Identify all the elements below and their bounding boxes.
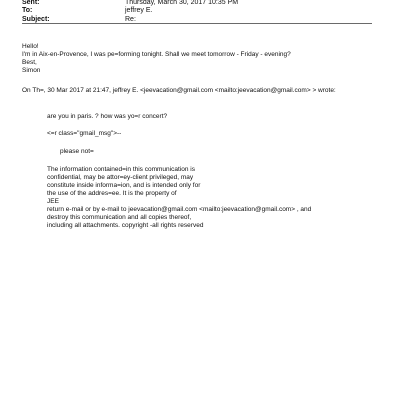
quoted-html-tag: <=r class="gmail_msg">-- [47,130,122,137]
to-label: To: [22,7,33,14]
disclaimer-line: constitute inside informa=ion, and is intended only for [47,182,201,189]
subject-value: Re: [125,16,136,23]
subject-label: Subject: [22,16,50,23]
sent-label: Sent: [22,0,40,6]
quoted-please-note: please not= [60,148,94,155]
quote-attribution: On Th=, 30 Mar 2017 at 21:47, jeffrey E. <jeevacation@gmail.com <mailto:jeevacation@gmail.com> > wrote: [22,87,336,94]
greeting: Hello! [22,43,39,50]
disclaimer-line: The information contained=in this communication is [47,166,195,173]
disclaimer-line: the use of the addres=ee. It is the property of [47,190,177,197]
header-divider [22,23,372,24]
to-value: jeffrey E. [125,7,153,14]
closing: Best, [22,59,37,66]
disclaimer-line: including all attachments. copyright -all rights reserved [47,222,204,229]
disclaimer-line: destroy this communication and all copies thereof, [47,214,192,221]
quoted-question: are you in paris. ? how was yo=r concert? [47,113,168,120]
disclaimer-line: confidential, may be attor=ey-client privileged, may [47,174,194,181]
message-line: I'm in Aix-en-Provence, I was pe=forming tonight. Shall we meet tomorrow - Friday - evening? [22,51,291,58]
signature: Simon [22,67,41,74]
disclaimer-line: JEE [47,198,59,205]
disclaimer-line: return e-mail or by e-mail to jeevacation@gmail.com <mailto:jeevacation@gmail.com> , and [47,206,312,213]
sent-value: Thursday, March 30, 2017 10:35 PM [125,0,239,6]
